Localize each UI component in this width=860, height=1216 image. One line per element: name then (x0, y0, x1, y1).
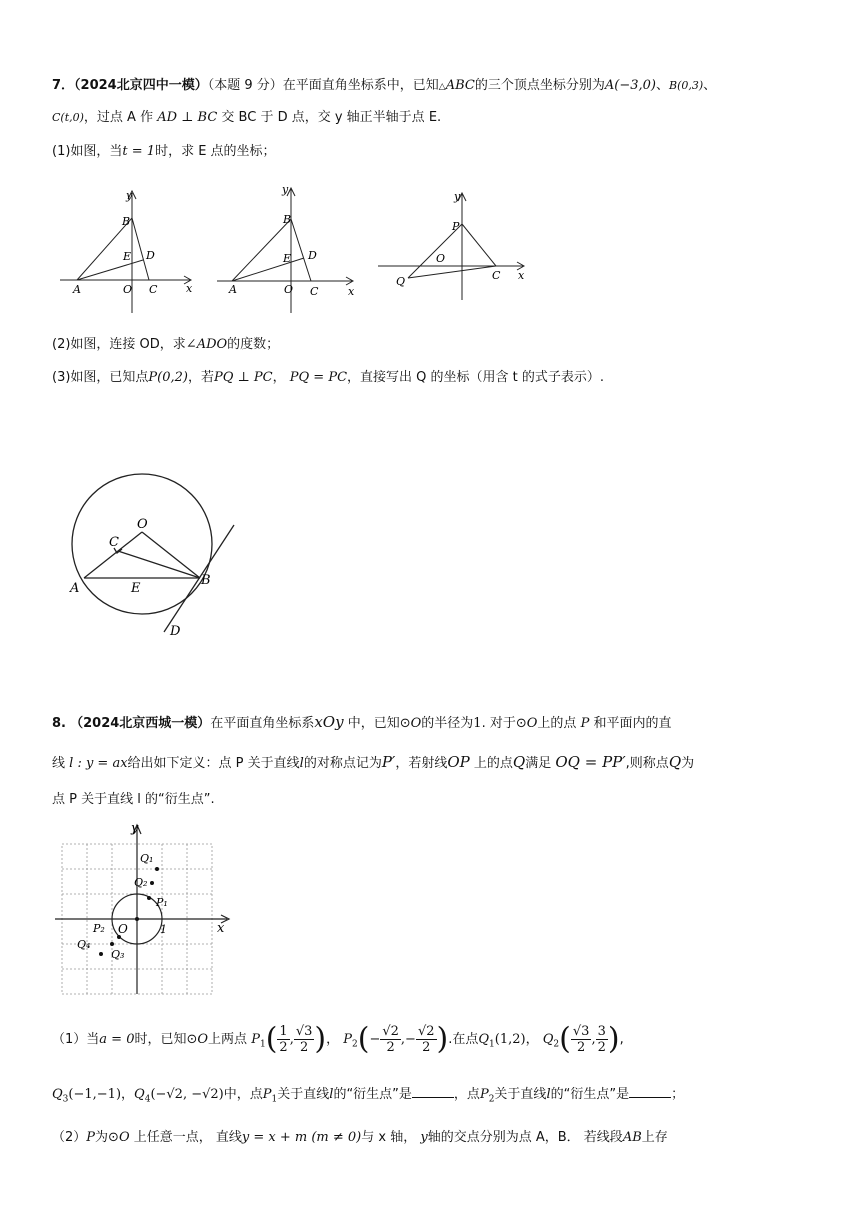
svg-text:1: 1 (160, 923, 167, 936)
svg-text:C: C (492, 269, 501, 282)
origin-label: O (123, 283, 133, 296)
svg-text:Q₃: Q₃ (111, 948, 125, 961)
svg-text:E: E (283, 252, 292, 265)
svg-text:Q₄: Q₄ (77, 938, 91, 951)
q8-line1: 8. （2024北京西城一模）在平面直角坐标系xOy 中，已知⊙O的半径为1. 对于⊙O上的点 P 和平面内的直 (52, 713, 672, 731)
svg-text:O: O (137, 517, 148, 532)
svg-text:y: y (282, 183, 289, 196)
q8-line2: 线 l : y = ax给出如下定义：点 P 关于直线l的对称点记为P′，若射线OP 上的点Q满足 OQ = PP′,则称点Q为 (52, 753, 695, 771)
point-P-label: P (452, 220, 460, 233)
svg-text:B: B (201, 573, 211, 588)
point-D-label: D (146, 249, 155, 262)
svg-text:O: O (436, 252, 446, 265)
q7-line1: 7．（2024北京四中一模）（本题 9 分）在平面直角坐标系中，已知△ABC的三个顶点坐标分别为A(−3,0)、B(0,3)、 (52, 78, 717, 93)
svg-text:Q₂: Q₂ (134, 876, 148, 889)
svg-text:B: B (283, 213, 292, 226)
svg-text:P₂: P₂ (93, 922, 105, 935)
q8-source: （2024北京西城一模） (70, 716, 211, 731)
q8-part1-line2: $Q_3(-1,-1)$，$Q_4(-√2$, −√2)中，点$P_1$关于直线l的“衍生点”是 ，点$P_2$关于直线l的“衍生点”是 ； (52, 1087, 685, 1105)
point-C-label: C (149, 283, 158, 296)
svg-text:C: C (109, 535, 119, 550)
point-Q-label: Q (396, 275, 406, 288)
y-axis-label: y (126, 189, 133, 202)
q8-line3: 点 P 关于直线 l 的“衍生点”. (52, 792, 215, 807)
svg-text:D: D (170, 624, 181, 639)
q7-figure-1 (55, 185, 200, 300)
svg-text:x: x (348, 285, 355, 298)
svg-text:x: x (518, 269, 525, 282)
svg-text:P₁: P₁ (156, 896, 168, 909)
svg-text:A: A (229, 283, 237, 296)
q7-figure-2 (212, 185, 357, 305)
svg-text:O: O (284, 283, 294, 296)
grid-figure (55, 822, 235, 997)
svg-text:x: x (217, 921, 225, 936)
q7-source: （2024北京四中一模） (74, 78, 208, 93)
q7-part1: (1)如图，当t = 1时，求 E 点的坐标； (52, 144, 276, 159)
x-axis-label: x (186, 282, 193, 295)
point-B-label: B (122, 215, 131, 228)
q8-part1-line1: （1）当a = 0时，已知⊙O上两点 $P_1$( $\frac{1}{2}$ , $\frac{√3}{2}$ )， $P_2(-$ $\frac{√2}{2}$ ,− $\frac{√2}{2}$ ).在点$Q_1(1,2)$， $Q_2$( $\frac{√3}{2}$ , $\frac{3}{2}$ ), (52, 1021, 624, 1057)
q7-part2: (2)如图，连接 OD，求∠ADO的度数； (52, 337, 280, 352)
svg-text:Q₁: Q₁ (140, 852, 154, 865)
answer-blank-2[interactable] (629, 1097, 671, 1098)
answer-blank-1[interactable] (412, 1097, 454, 1098)
svg-text:y: y (454, 190, 461, 203)
point-A-label: A (73, 283, 81, 296)
svg-text:y: y (131, 821, 139, 836)
svg-text:C: C (310, 285, 319, 298)
q7-number: 7． (52, 78, 75, 93)
q8-number: 8. (52, 716, 66, 731)
svg-text:O: O (118, 922, 128, 936)
circle-figure (60, 460, 260, 640)
q8-part2: （2）P为⊙O 上任意一点， 直线y = x + m (m ≠ 0)与 x 轴， y轴的交点分别为点 A，B． 若线段AB上存 (52, 1130, 668, 1145)
q7-line2: C(t,0)，过点 A 作 AD ⊥ BC 交 BC 于 D 点，交 y 轴正半轴于点 E. (52, 110, 442, 125)
q7-figure-3 (378, 190, 528, 300)
svg-text:D: D (308, 249, 317, 262)
svg-text:A: A (70, 581, 80, 596)
point-E-label: E (123, 250, 132, 263)
svg-text:E: E (131, 581, 141, 596)
q7-part3: (3)如图，已知点P(0,2)，若PQ ⊥ PC， PQ = PC，直接写出 Q 的坐标（用含 t 的式子表示）. (52, 370, 605, 385)
